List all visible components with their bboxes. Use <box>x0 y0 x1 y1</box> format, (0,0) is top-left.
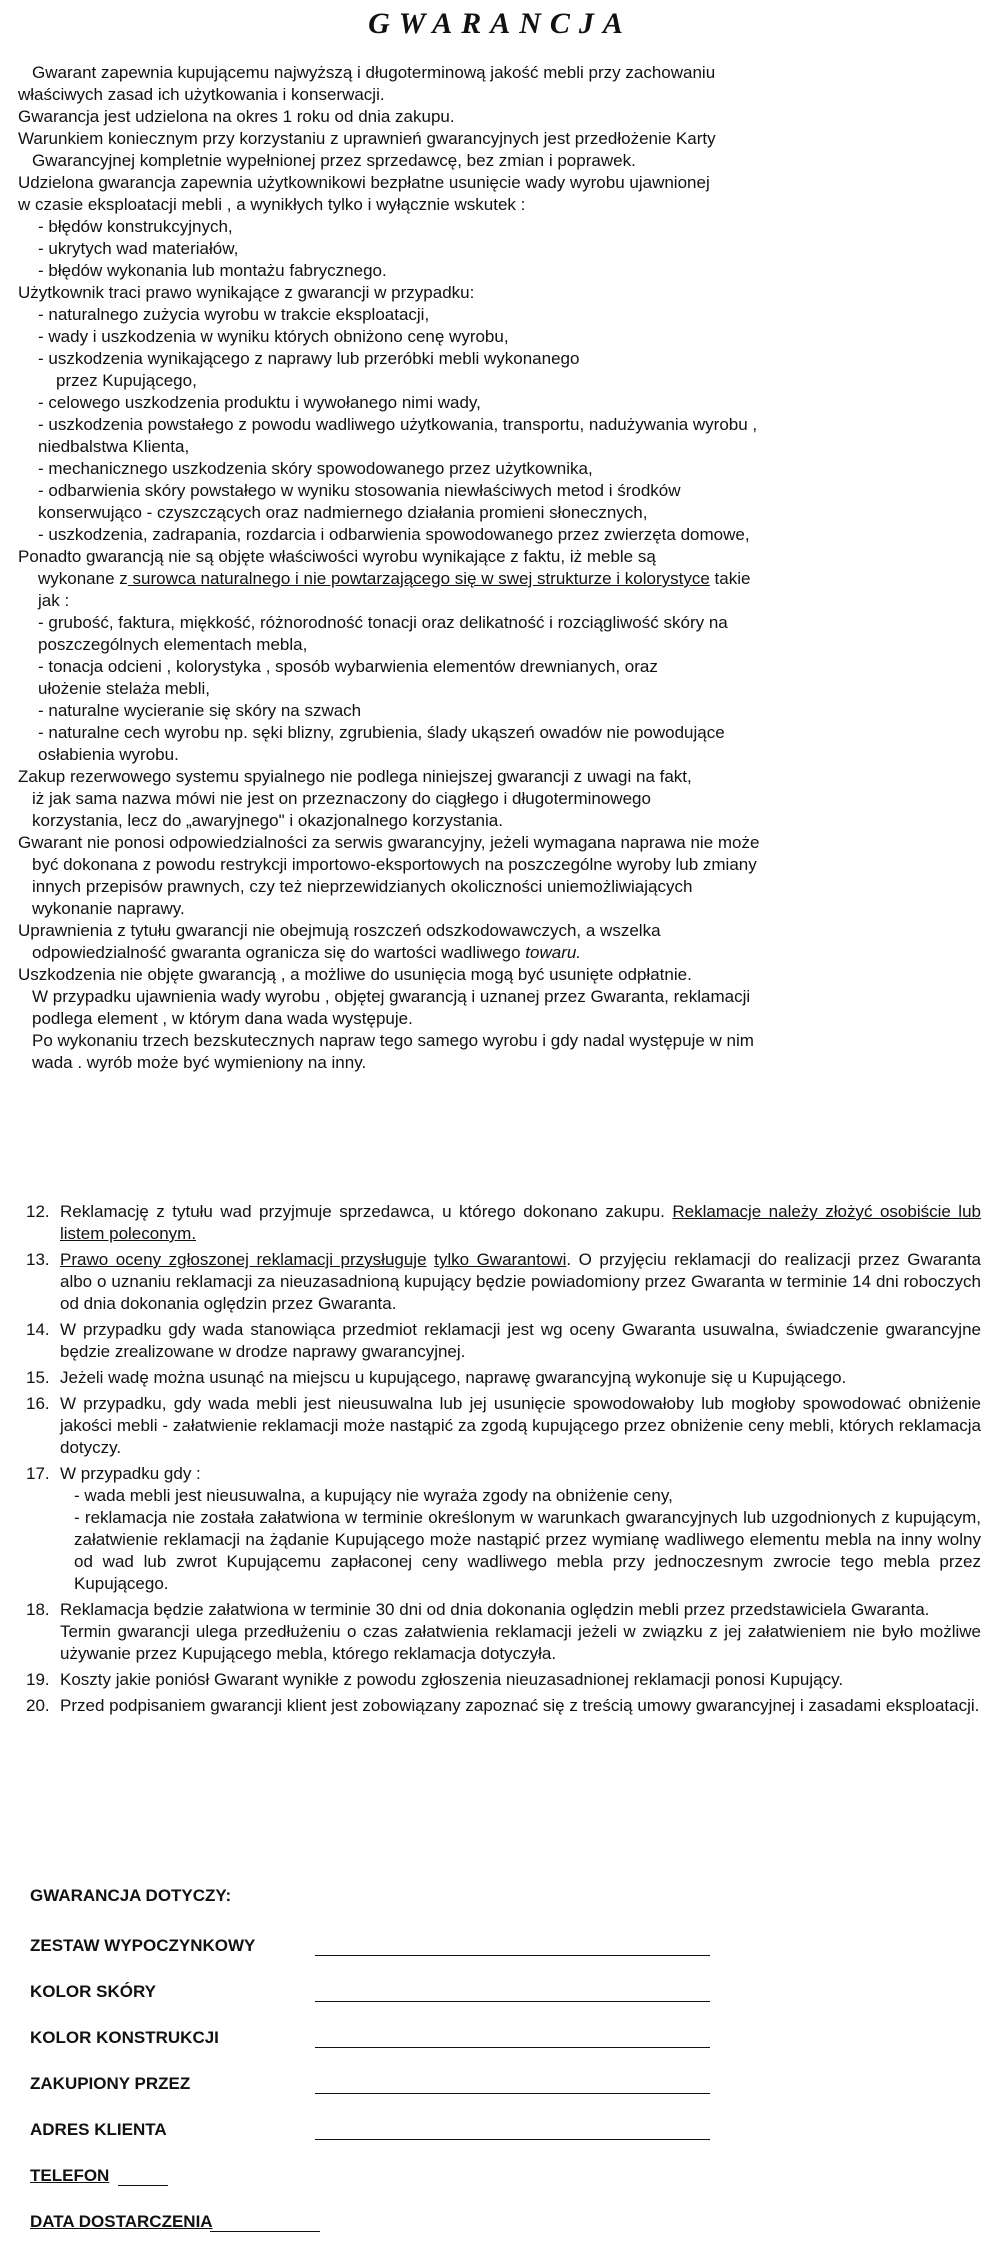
clause-text: Reklamację z tytułu wad przyjmuje sprzedawca, u którego dokonano zakupu. <box>60 1202 673 1221</box>
field-label: KOLOR SKÓRY <box>30 1982 156 2001</box>
field-kolor-konstrukcji <box>30 2023 770 2069</box>
properties-line: jak : <box>38 591 70 610</box>
clause-number: 17. <box>26 1464 50 1483</box>
clause-text <box>427 1250 435 1269</box>
clause-number: 14. <box>26 1320 50 1339</box>
form-heading: GWARANCJA DOTYCZY: <box>30 1886 232 1905</box>
field-label: ZAKUPIONY PRZEZ <box>30 2074 191 2093</box>
clause-underlined: Prawo oceny zgłoszonej reklamacji przysługuje <box>60 1250 427 1269</box>
middle-line: wykonanie naprawy. <box>32 899 185 918</box>
field-label: DATA DOSTARCZENIA <box>30 2212 213 2231</box>
middle-line: Po wykonaniu trzech bezskutecznych napraw tego samego wyrobu i gdy nadal występuje w nim <box>32 1031 754 1050</box>
intro-section <box>18 62 983 1074</box>
numbered-clauses <box>26 1201 981 1717</box>
clause-text: W przypadku, gdy wada mebli jest nieusuwalna lub jej usunięcie spowodowałoby lub mogłoby spowodować obniżenie jakości mebli - załatwienie reklamacji może nastąpić za zgodą kupującego przez obniżenie ceny mebli, których reklamacja dotyczy. <box>60 1394 981 1457</box>
loss-item: - uszkodzenia, zadrapania, rozdarcia i odbarwienia spowodowanego przez zwierzęta domowe, <box>38 525 750 544</box>
clause-14 <box>26 1319 981 1363</box>
loss-item: niedbalstwa Klienta, <box>38 437 190 456</box>
middle-line: podlega element , w którym dana wada występuje. <box>32 1009 413 1028</box>
loss-item: konserwująco - czyszczących oraz nadmiernego działania promieni słonecznych, <box>38 503 648 522</box>
warranty-form <box>30 1885 770 2253</box>
field-adres-klienta <box>30 2115 770 2161</box>
intro-line: Gwarancyjnej kompletnie wypełnionej przez sprzedawcę, bez zmian i poprawek. <box>32 151 636 170</box>
defect-item: - błędów wykonania lub montażu fabrycznego. <box>38 261 387 280</box>
loss-item: - odbarwienia skóry powstałego w wyniku stosowania niewłaściwych metod i środków <box>38 481 681 500</box>
clause-16 <box>26 1393 981 1459</box>
field-input-line[interactable] <box>315 2139 710 2140</box>
properties-text: wykonane z <box>38 569 128 588</box>
field-input-line[interactable] <box>315 2047 710 2048</box>
middle-line: Uszkodzenia nie objęte gwarancją , a możliwe do usunięcia mogą być usunięte odpłatnie. <box>18 965 692 984</box>
field-input-line[interactable] <box>315 1955 710 1956</box>
properties-item: poszczególnych elementach mebla, <box>38 635 308 654</box>
clause-number: 16. <box>26 1394 50 1413</box>
clause-underlined: tylko Gwarantowi <box>434 1250 567 1269</box>
clause-text: W przypadku gdy : <box>60 1464 201 1483</box>
middle-line: być dokonana z powodu restrykcji importowo-eksportowych na poszczególne wyroby lub zmiany <box>32 855 757 874</box>
middle-line: korzystania, lecz do „awaryjnego" i okazjonalnego korzystania. <box>32 811 503 830</box>
field-label: ZESTAW WYPOCZYNKOWY <box>30 1936 256 1955</box>
clause-subitem: - wada mebli jest nieusuwalna, a kupujący nie wyraża zgody na obniżenie ceny, <box>74 1486 673 1505</box>
clause-17 <box>26 1463 981 1595</box>
properties-item: - grubość, faktura, miękkość, różnorodność tonacji oraz delikatność i rozciągliwość skóry na <box>38 613 728 632</box>
field-input-line[interactable] <box>118 2185 168 2186</box>
clause-text: Termin gwarancji ulega przedłużeniu o czas załatwienia reklamacji jeżeli w związku z jej załatwieniem nie było możliwe używanie przez Kupującego mebla, którego reklamacja dotyczyła. <box>60 1622 981 1663</box>
liability-italic: towaru. <box>525 943 582 962</box>
clause-20 <box>26 1695 981 1717</box>
field-telefon <box>30 2161 770 2207</box>
clause-text: W przypadku gdy wada stanowiąca przedmiot reklamacji jest wg oceny Gwaranta usuwalna, świadczenie gwarancyjne będzie zrealizowane w drodze naprawy gwarancyjnej. <box>60 1320 981 1361</box>
clause-18 <box>26 1599 981 1665</box>
properties-item: - tonacja odcieni , kolorystyka , sposób wybarwienia elementów drewnianych, oraz <box>38 657 658 676</box>
field-data-dostarczenia <box>30 2207 770 2253</box>
field-zestaw <box>30 1931 770 1977</box>
defect-item: - ukrytych wad materiałów, <box>38 239 239 258</box>
field-input-line[interactable] <box>315 2001 710 2002</box>
properties-item: ułożenie stelaża mebli, <box>38 679 210 698</box>
clause-12 <box>26 1201 981 1245</box>
field-label: TELEFON <box>30 2166 110 2185</box>
middle-line: innych przepisów prawnych, czy też nieprzewidzianych okoliczności uniemożliwiających <box>32 877 693 896</box>
loss-item: - naturalnego zużycia wyrobu w trakcie eksploatacji, <box>38 305 430 324</box>
clause-text: . O przyjęciu reklamacji do realizacji przez Gwaranta albo o uznaniu reklamacji za nieuzasadnioną kupujący będzie powiadomiony przez Gwaranta w terminie 14 dni roboczych od dnia dokonania oględzin przez Gwaranta. <box>60 1250 981 1313</box>
properties-text: takie <box>709 569 751 588</box>
clause-text: Przed podpisaniem gwarancji klient jest zobowiązany zapoznać się z treścią umowy gwarancyjnej i zasadami eksploatacji. <box>60 1696 980 1715</box>
intro-line: Gwarancja jest udzielona na okres 1 roku od dnia zakupu. <box>18 107 455 126</box>
properties-underlined: surowca naturalnego i nie powtarzającego się w swej strukturze i kolorystyce <box>127 569 710 588</box>
liability-text: odpowiedzialność gwaranta ogranicza się do wartości wadliwego <box>32 943 526 962</box>
clause-number: 15. <box>26 1368 50 1387</box>
clause-underlined: Reklamacje należy złożyć osobiście lub listem poleconym. <box>60 1202 981 1243</box>
field-kolor-skory <box>30 1977 770 2023</box>
defect-item: - błędów konstrukcyjnych, <box>38 217 233 236</box>
properties-line <box>18 568 983 590</box>
clause-13 <box>26 1249 981 1315</box>
middle-line: Zakup rezerwowego systemu spyialnego nie podlega niniejszej gwarancji z uwagi na fakt, <box>18 767 692 786</box>
intro-line: Gwarant zapewnia kupującemu najwyższą i długoterminową jakość mebli przy zachowaniu <box>32 63 716 82</box>
clause-text: Reklamacja będzie załatwiona w terminie 30 dni od dnia dokonania oględzin mebli przez przedstawiciela Gwaranta. <box>60 1600 930 1619</box>
clause-number: 12. <box>26 1202 50 1221</box>
properties-line: Ponadto gwarancją nie są objęte właściwości wyrobu wynikające z faktu, iż meble są <box>18 547 656 566</box>
properties-item: - naturalne wycieranie się skóry na szwach <box>38 701 362 720</box>
loss-item: przez Kupującego, <box>56 371 197 390</box>
clause-17-items <box>60 1485 981 1595</box>
loss-item: - celowego uszkodzenia produktu i wywołanego nimi wady, <box>38 393 481 412</box>
field-zakupiony-przez <box>30 2069 770 2115</box>
clause-number: 18. <box>26 1600 50 1619</box>
clause-text: Jeżeli wadę można usunąć na miejscu u kupującego, naprawę gwarancyjną wykonuje się u Kupującego. <box>60 1368 847 1387</box>
clause-number: 19. <box>26 1670 50 1689</box>
field-label: KOLOR KONSTRUKCJI <box>30 2028 219 2047</box>
middle-line: Gwarant nie ponosi odpowiedzialności za serwis gwarancyjny, jeżeli wymagana naprawa nie może <box>18 833 760 852</box>
loss-heading: Użytkownik traci prawo wynikające z gwarancji w przypadku: <box>18 283 475 302</box>
properties-item: osłabienia wyrobu. <box>38 745 179 764</box>
liability-line <box>18 942 983 964</box>
intro-line: w czasie eksploatacji mebli , a wynikłych tylko i wyłącznie wskutek : <box>18 195 526 214</box>
intro-line: właściwych zasad ich użytkowania i konserwacji. <box>18 85 385 104</box>
field-input-line[interactable] <box>315 2093 710 2094</box>
intro-line: Warunkiem koniecznym przy korzystaniu z uprawnień gwarancyjnych jest przedłożenie Karty <box>18 129 716 148</box>
clause-number: 13. <box>26 1250 50 1269</box>
loss-item: - uszkodzenia powstałego z powodu wadliwego użytkowania, transportu, nadużywania wyrobu , <box>38 415 758 434</box>
clause-subitem: - reklamacja nie została załatwiona w terminie określonym w warunkach gwarancyjnych lub uzgodnionych z kupującym, załatwienie reklamacji na żądanie Kupującego może nastąpić przez wymianę wadliwego elementu mebla na inny wolny od wad lub zwrot Kupującemu zapłaconej ceny wadliwego mebla przy jednoczesnym zwrocie tego mebla przez Kupującego. <box>74 1508 981 1593</box>
loss-item: - uszkodzenia wynikającego z naprawy lub przeróbki mebli wykonanego <box>38 349 580 368</box>
middle-line: wada . wyrób może być wymieniony na inny. <box>32 1053 367 1072</box>
middle-line: iż jak sama nazwa mówi nie jest on przeznaczony do ciągłego i długoterminowego <box>32 789 651 808</box>
properties-item: - naturalne cech wyrobu np. sęki blizny, zgrubienia, ślady ukąszeń owadów nie powodujące <box>38 723 725 742</box>
middle-line: Uprawnienia z tytułu gwarancji nie obejmują roszczeń odszkodowawczych, a wszelka <box>18 921 661 940</box>
clause-text: Koszty jakie poniósł Gwarant wynikłe z powodu zgłoszenia nieuzasadnionej reklamacji ponosi Kupujący. <box>60 1670 844 1689</box>
clause-19 <box>26 1669 981 1691</box>
intro-line: Udzielona gwarancja zapewnia użytkownikowi bezpłatne usunięcie wady wyrobu ujawnionej <box>18 173 710 192</box>
loss-item: - wady i uszkodzenia w wyniku których obniżono cenę wyrobu, <box>38 327 509 346</box>
clause-15 <box>26 1367 981 1389</box>
field-input-line[interactable] <box>210 2231 320 2232</box>
field-label: ADRES KLIENTA <box>30 2120 167 2139</box>
middle-line: W przypadku ujawnienia wady wyrobu , objętej gwarancją i uznanej przez Gwaranta, reklamacji <box>32 987 751 1006</box>
document-title: GWARANCJA <box>368 7 632 40</box>
loss-item: - mechanicznego uszkodzenia skóry spowodowanego przez użytkownika, <box>38 459 593 478</box>
clause-number: 20. <box>26 1696 50 1715</box>
